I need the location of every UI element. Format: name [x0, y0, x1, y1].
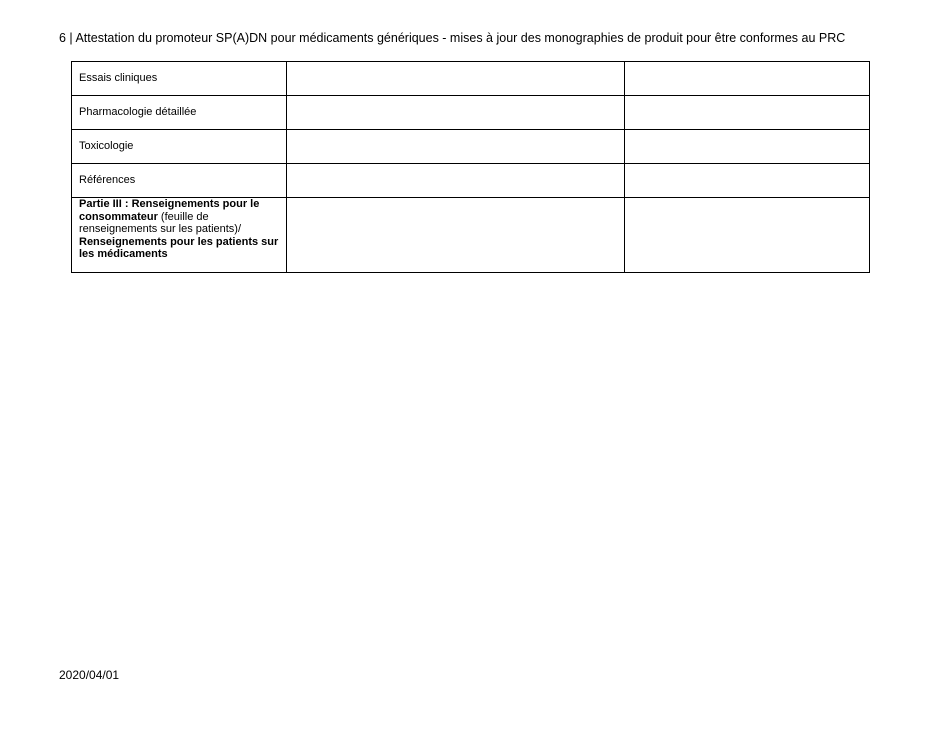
part-3-subtitle: Renseignements pour les patients sur les médicaments [79, 235, 279, 260]
document-table [71, 61, 870, 273]
table-row-part-3 [72, 198, 870, 273]
row-label: Essais cliniques [72, 62, 287, 96]
row-cell-3 [625, 130, 870, 164]
row-label: Références [72, 164, 287, 198]
table-row [72, 62, 870, 96]
row-cell-3 [625, 62, 870, 96]
row-cell-2 [287, 164, 625, 198]
table-row [72, 164, 870, 198]
table-row [72, 130, 870, 164]
row-cell-2 [287, 62, 625, 96]
row-label: Pharmacologie détaillée [72, 96, 287, 130]
table-row [72, 96, 870, 130]
row-cell-2 [287, 198, 625, 273]
row-cell-2 [287, 130, 625, 164]
row-cell-2 [287, 96, 625, 130]
part-3-title: Partie III : Renseignements pour le consommateur [79, 198, 260, 223]
row-cell-3 [625, 198, 870, 273]
part-3-label [72, 198, 287, 273]
row-cell-3 [625, 164, 870, 198]
page-header: 6 | Attestation du promoteur SP(A)DN pour médicaments génériques - mises à jour des monographies de produit pour être conformes au PRC [59, 31, 846, 45]
part-3-note: (feuille de renseignements sur les patients)/ [79, 210, 242, 235]
row-label: Toxicologie [72, 130, 287, 164]
row-cell-3 [625, 96, 870, 130]
page-footer-date: 2020/04/01 [59, 668, 120, 682]
